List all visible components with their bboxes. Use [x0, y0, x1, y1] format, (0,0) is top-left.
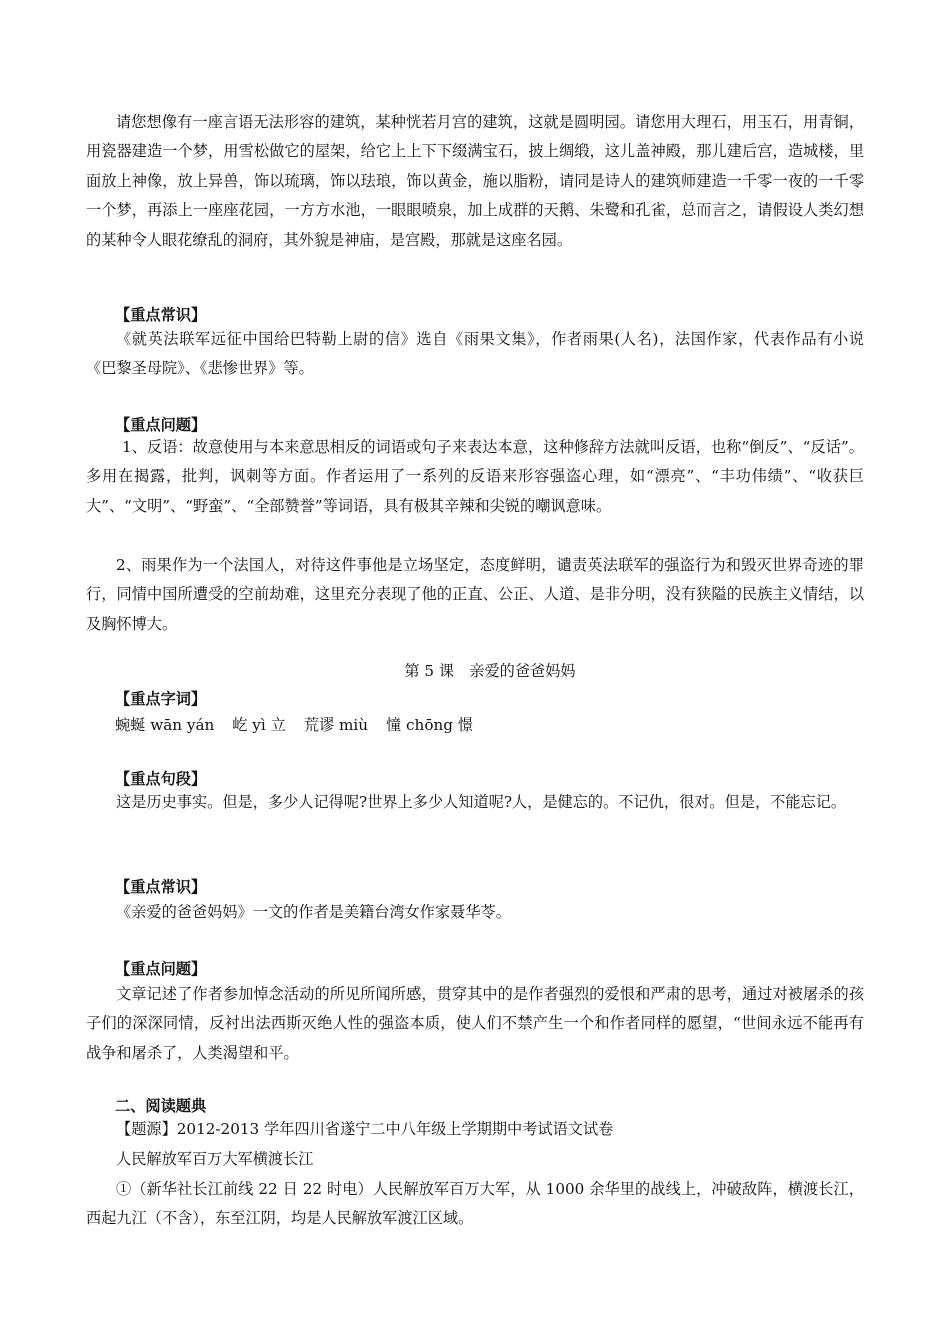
heading-reading-section: 二、阅读题典 — [115, 1097, 207, 1115]
key-words-list — [115, 714, 491, 736]
paragraph-key-knowledge-2: 《亲爱的爸爸妈妈》一文的作者是美籍台湾女作家聂华苓。 — [116, 903, 511, 921]
heading-key-questions-1: 【重点问题】 — [115, 416, 207, 434]
article-title: 人民解放军百万大军横渡长江 — [116, 1150, 314, 1168]
paragraph-key-sentences: 这是历史事实。但是，多少人记得呢?世界上多少人知道呢?人，是健忘的。不记仇，很对。但是，不能忘记。 — [116, 793, 847, 811]
key-word-item: 荒谬 miù — [303, 716, 369, 734]
paragraph-key-knowledge-1: 《就英法联军远征中国给巴特勒上尉的信》选自《雨果文集》，作者雨果(人名)，法国作家，代表作品有小说《巴黎圣母院》、《悲惨世界》等。 — [86, 330, 864, 378]
paragraph-question-summary: 文章记述了作者参加悼念活动的所见所闻所感，贯穿其中的是作者强烈的爱恨和严肃的思考，通过对被屠杀的孩子们的深深同情，反衬出法西斯灭绝人性的强盗本质，使人们不禁产生一个和作者同样的愿望，“世间永远不能再有战争和屠杀了，人类渴望和平。 — [86, 985, 864, 1062]
key-word-item: 屹 yì 立 — [232, 716, 286, 734]
heading-key-questions-2: 【重点问题】 — [115, 960, 207, 978]
key-word-item: 憧 chōng 憬 — [386, 716, 473, 734]
heading-key-words: 【重点字词】 — [115, 690, 207, 708]
heading-key-knowledge-2: 【重点常识】 — [115, 878, 207, 896]
article-paragraph-1: ①（新华社长江前线 22 日 22 时电）人民解放军百万大军，从 1000 余华里的战线上，冲破敌阵，横渡长江，西起九江（不含），东至江阴，均是人民解放军渡江区域。 — [86, 1180, 864, 1228]
key-word-item: 蜿蜒 wān yán — [115, 716, 215, 734]
heading-key-sentences: 【重点句段】 — [115, 770, 207, 788]
heading-key-knowledge-1: 【重点常识】 — [115, 306, 207, 324]
lesson-title: 第 5 课 亲爱的爸爸妈妈 — [404, 662, 576, 680]
paragraph-question-2: 2、雨果作为一个法国人，对待这件事他是立场坚定，态度鲜明，谴责英法联军的强盗行为和毁灭世界奇迹的罪行，同情中国所遭受的空前劫难，这里充分表现了他的正直、公正、人道、是非分明，没有狭隘的民族主义情结，以及胸怀博大。 — [86, 556, 864, 633]
paragraph-question-1: 1、反语：故意使用与本来意思相反的词语或句子来表达本意，这种修辞方法就叫反语，也称“倒反”、“反话”。多用在揭露，批判，讽刺等方面。作者运用了一系列的反语来形容强盗心理，如“漂亮”、“丰功伟绩”、“收获巨大”、“文明”、“野蛮”、“全部赞誉”等词语，具有极其辛辣和尖锐的嘲讽意味。 — [86, 438, 864, 515]
source-line: 【题源】2012-2013 学年四川省遂宁二中八年级上学期期中考试语文试卷 — [116, 1120, 614, 1138]
paragraph-yuanmingyuan: 请您想像有一座言语无法形容的建筑，某种恍若月宫的建筑，这就是圆明园。请您用大理石，用玉石，用青铜，用瓷器建造一个梦，用雪松做它的屋架，给它上上下下缀满宝石，披上绸缎，这儿盖神殿，那儿建后宫，造城楼，里面放上神像，放上异兽，饰以琉璃，饰以珐琅，饰以黄金，施以脂粉，请同是诗人的建筑师建造一千零一夜的一千零一个梦，再添上一座座花园，一方方水池，一眼眼喷泉，加上成群的天鹅、朱鹭和孔雀，总而言之，请假设人类幻想的某种令人眼花缭乱的洞府，其外貌是神庙，是宫殿，那就是这座名园。 — [86, 113, 864, 249]
